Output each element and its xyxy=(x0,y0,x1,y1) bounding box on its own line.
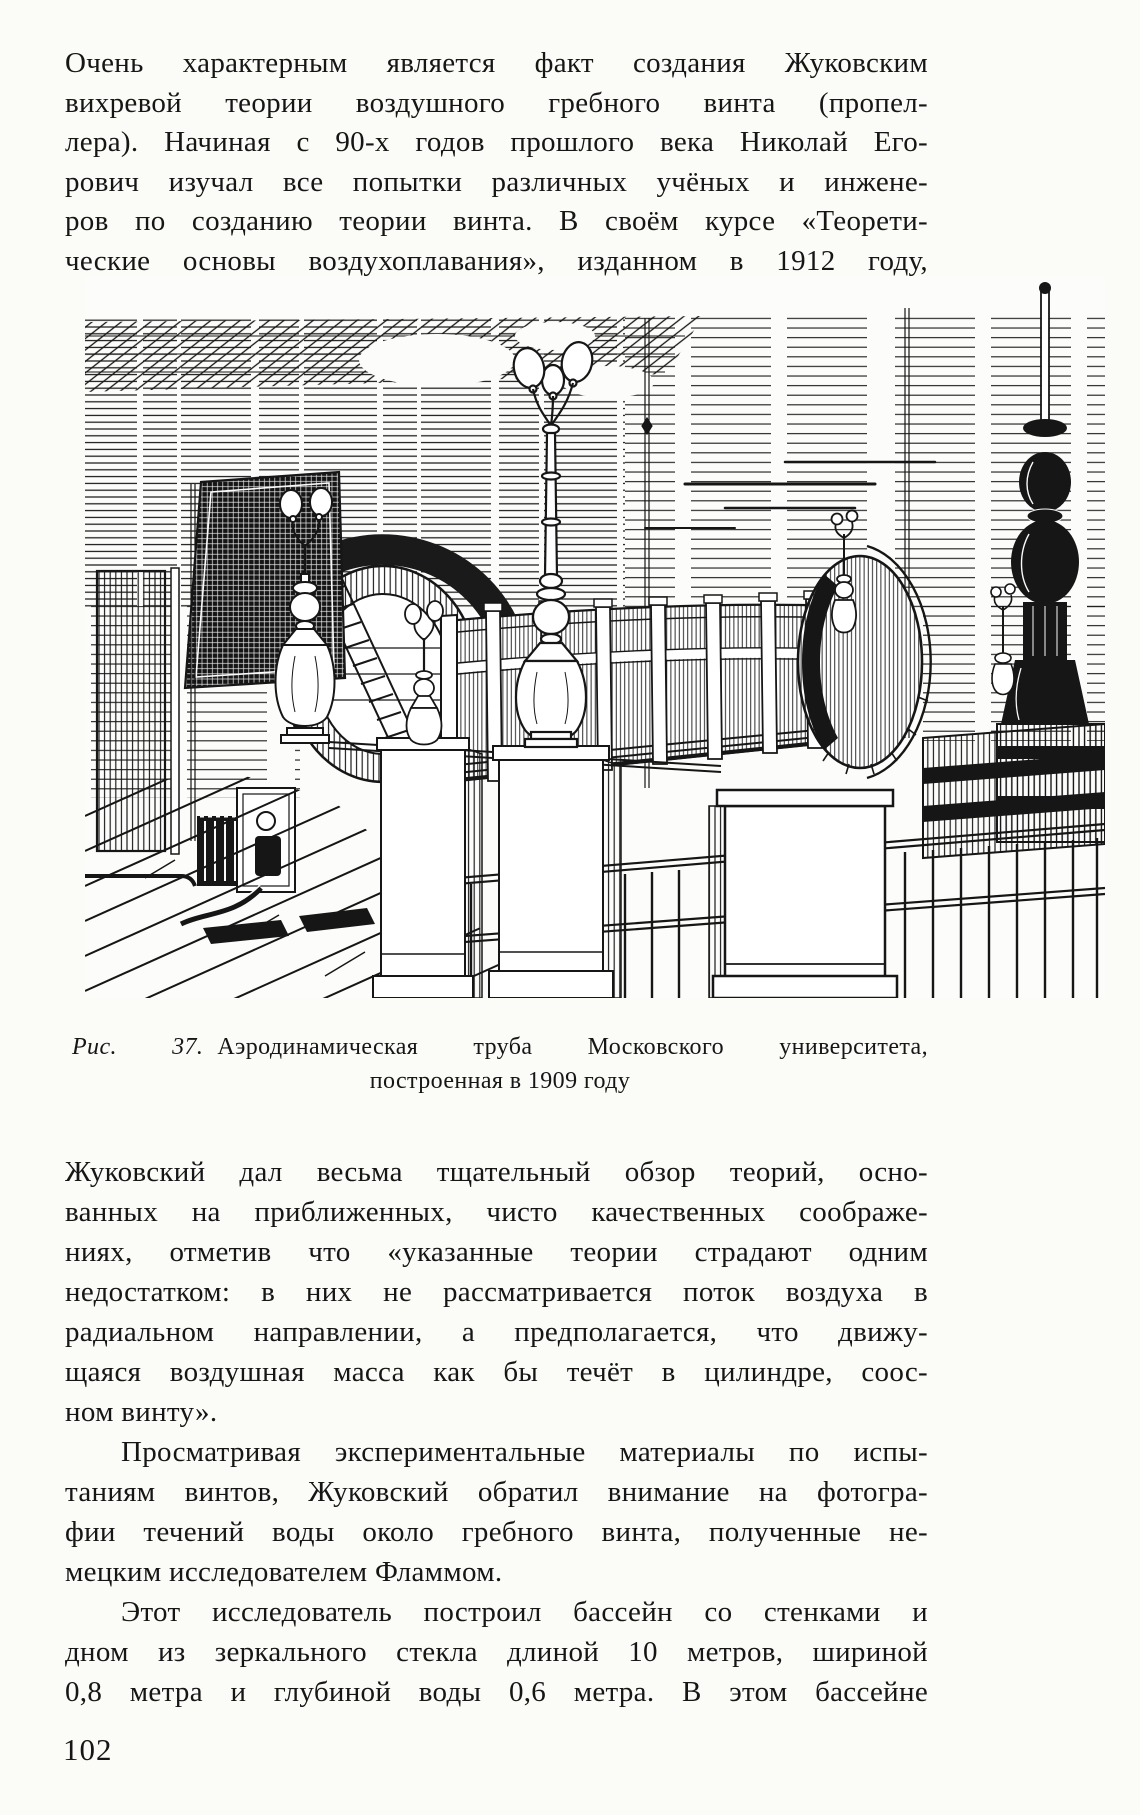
text-line: недостатком: в них не рассматривается поток воздуха в xyxy=(65,1276,928,1308)
caption-line-1 xyxy=(72,1030,928,1064)
text-line: мецким исследователем Фламмом. xyxy=(65,1556,503,1588)
text-line: вихревой теории воздушного гребного винта (пропел- xyxy=(65,86,928,119)
intro-paragraph xyxy=(65,44,928,281)
text-line: ниях, отметив что «указанные теории страдают одним xyxy=(65,1236,928,1268)
text-line: ров по созданию теории винта. В своём курсе «Теорети- xyxy=(65,205,928,237)
text-line: 0,8 метра и глубиной воды 0,6 метра. В этом бассейне xyxy=(65,1676,928,1708)
text-line: Просматривая экспериментальные материалы по испы- xyxy=(121,1436,928,1468)
figure-caption xyxy=(72,1030,928,1098)
figure-label: Рис. 37. xyxy=(72,1034,204,1060)
body-text xyxy=(65,1152,928,1712)
text-line: лера). Начиная с 90-х годов прошлого века Николай Его- xyxy=(65,126,928,158)
text-line: щаяся воздушная масса как бы течёт в цилиндре, соос- xyxy=(65,1356,928,1388)
text-line: фии течений воды около гребного винта, полученные не- xyxy=(65,1516,928,1548)
figure xyxy=(85,276,1105,998)
text-line: Этот исследователь построил бассейн со стенками и xyxy=(121,1596,928,1628)
text-line: радиальном направлении, а предполагается, что движу- xyxy=(65,1316,928,1348)
text-line: дном из зеркального стекла длиной 10 метров, шириной xyxy=(65,1636,928,1668)
text-line: ванных на приближенных, чисто качественных соображе- xyxy=(65,1196,928,1228)
text-line: Очень характерным является факт создания Жуковским xyxy=(65,47,928,79)
caption-text: Аэродинамическая труба Московского университета, xyxy=(217,1034,929,1060)
caption-line-2: построенная в 1909 году xyxy=(369,1068,631,1094)
text-line: ном винту». xyxy=(65,1396,218,1428)
text-line: рович изучал все попытки различных учёных и инжене- xyxy=(65,165,928,198)
page-number: 102 xyxy=(63,1732,113,1767)
text-line: Жуковский дал весьма тщательный обзор теорий, осно- xyxy=(65,1156,928,1188)
wind-tunnel-engraving xyxy=(85,276,1105,998)
text-line: таниям винтов, Жуковский обратил внимание на фотогра- xyxy=(65,1476,928,1508)
text-line: ческие основы воздухоплавания», изданном в 1912 году, xyxy=(65,244,928,277)
